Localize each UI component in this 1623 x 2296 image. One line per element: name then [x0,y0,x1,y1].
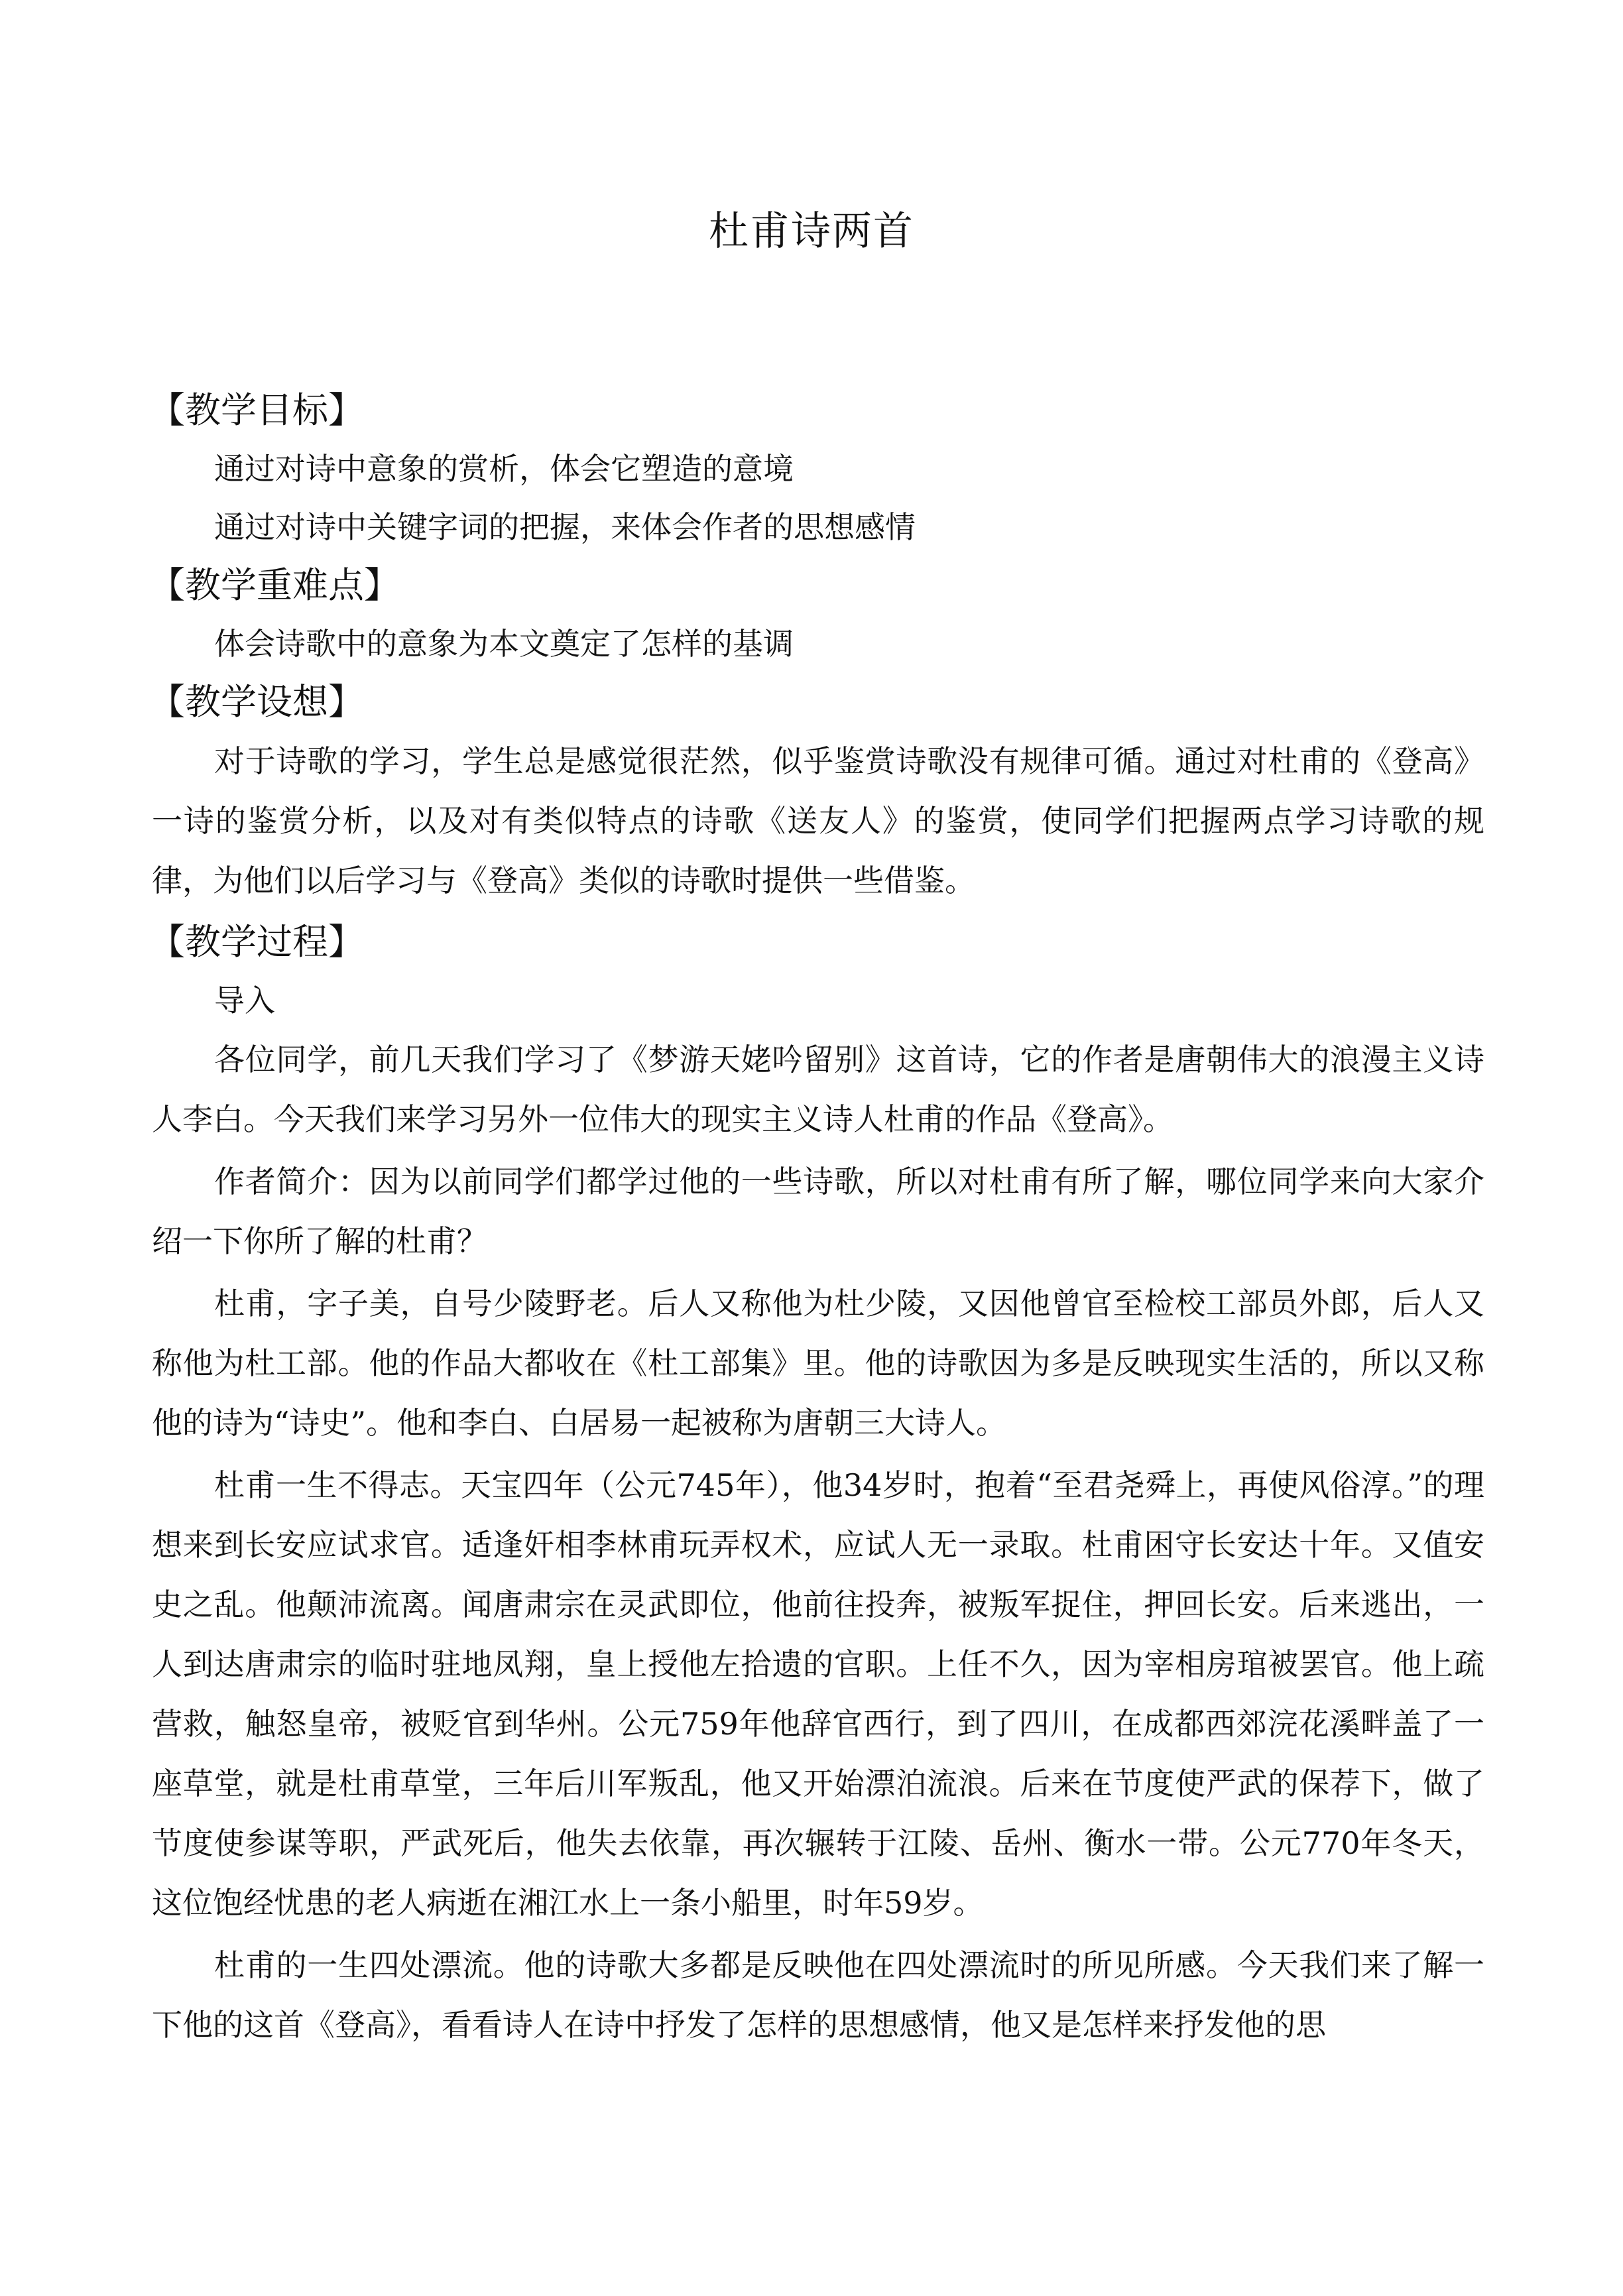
document-body [149,381,1484,2057]
key-point-item: 体会诗歌中的意象为本文奠定了怎样的基调 [214,626,794,662]
process-paragraph: 作者简介：因为以前同学们都学过他的一些诗歌，所以对杜甫有所了解，哪位同学来向大家介绍一下你所了解的杜甫？ [152,1164,1484,1259]
objective-item: 通过对诗中意象的赏析，体会它塑造的意境 [214,451,794,487]
process-paragraph: 杜甫，字子美，自号少陵野老。后人又称他为杜少陵，又因他曾官至检校工部员外郎，后人又称他为杜工部。他的作品大都收在《杜工部集》里。他的诗歌因为多是反映现实生活的，所以又称他的诗为“诗史”。他和李白、白居易一起被称为唐朝三大诗人。 [152,1286,1484,1441]
section-heading-objectives: 【教学目标】 [149,389,364,431]
process-paragraph: 杜甫的一生四处漂流。他的诗歌大多都是反映他在四处漂流时的所见所感。今天我们来了解一下他的这首《登高》，看看诗人在诗中抒发了怎样的思想感情，他又是怎样来抒发他的思 [152,1947,1484,2043]
section-heading-design: 【教学设想】 [149,681,364,723]
process-paragraph: 各位同学，前几天我们学习了《梦游天姥吟留别》这首诗，它的作者是唐朝伟大的浪漫主义诗人李白。今天我们来学习另外一位伟大的现实主义诗人杜甫的作品《登高》。 [152,1042,1484,1137]
process-paragraph: 杜甫一生不得志。天宝四年（公元745年），他34岁时，抱着“至君尧舜上，再使风俗淳。”的理想来到长安应试求官。适逢奸相李林甫玩弄权术，应试人无一录取。杜甫困守长安达十年。又值安史之乱。他颠沛流离。闻唐肃宗在灵武即位，他前往投奔，被叛军捉住，押回长安。后来逃出，一人到达唐肃宗的临时驻地凤翔，皇上授他左拾遗的官职。上任不久，因为宰相房琯被罢官。他上疏营救，触怒皇帝，被贬官到华州。公元759年他辞官西行，到了四川，在成都西郊浣花溪畔盖了一座草堂，就是杜甫草堂，三年后川军叛乱，他又开始漂泊流浪。后来在节度使严武的保荐下，做了节度使参谋等职，严武死后，他失去依靠，再次辗转于江陵、岳州、衡水一带。公元770年冬天，这位饱经忧患的老人病逝在湘江水上一条小船里，时年59岁。 [152,1467,1484,1921]
objective-item: 通过对诗中关键字词的把握，来体会作者的思想感情 [214,509,916,545]
design-paragraph: 对于诗歌的学习，学生总是感觉很茫然，似乎鉴赏诗歌没有规律可循。通过对杜甫的《登高》一诗的鉴赏分析，以及对有类似特点的诗歌《送友人》的鉴赏，使同学们把握两点学习诗歌的规律，为他们以后学习与《登高》类似的诗歌时提供一些借鉴。 [152,743,1484,898]
page-title: 杜甫诗两首 [709,208,914,255]
section-heading-key-points: 【教学重难点】 [149,564,400,606]
section-heading-process: 【教学过程】 [149,921,364,963]
intro-label: 导入 [214,983,275,1018]
